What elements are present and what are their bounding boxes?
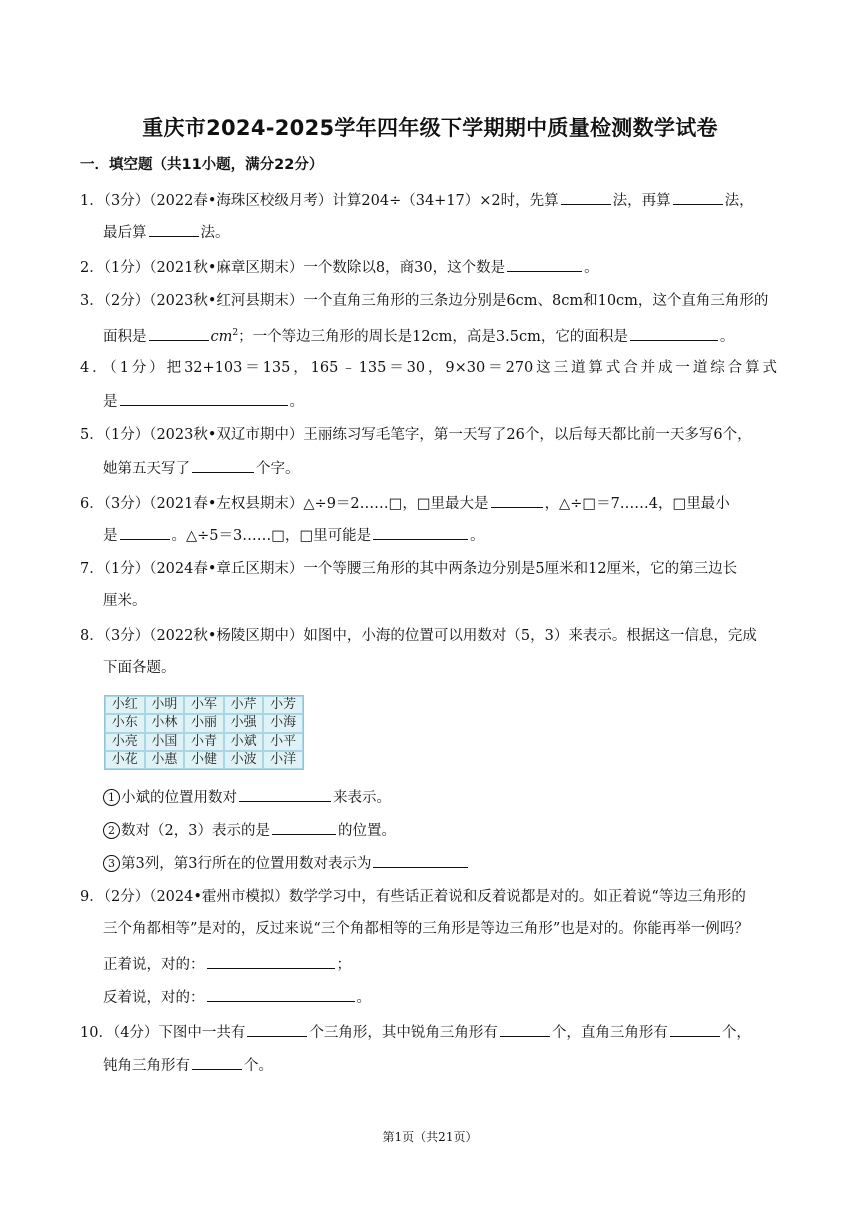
answer-blank[interactable] — [192, 457, 254, 473]
question-8-sub-2: 2 数对（2，3）表示的是 的位置。 — [103, 819, 803, 841]
grid-cell: 小平 — [263, 733, 303, 751]
question-10-line-1: 10．（4分）下图中一共有 个三角形，其中锐角三角形有 个，直角三角形有 个， — [80, 1021, 780, 1043]
question-8-line-2: 下面各题。 — [103, 660, 176, 676]
answer-blank[interactable] — [192, 1054, 242, 1070]
circled-number: 2 — [103, 822, 120, 839]
grid-cell: 小红 — [105, 696, 145, 714]
question-9-line-4: 反着说，对的： 。 — [103, 986, 803, 1008]
question-5-line-2: 她第五天写了 个字。 — [103, 457, 803, 479]
grid-cell: 小芹 — [224, 696, 264, 714]
grid-cell: 小丽 — [184, 714, 224, 732]
grid-cell: 小强 — [224, 714, 264, 732]
answer-blank[interactable] — [500, 1021, 550, 1037]
seating-grid — [104, 695, 304, 770]
answer-blank[interactable] — [149, 221, 199, 237]
grid-cell: 小东 — [105, 714, 145, 732]
question-6-line-2: 是 。△÷5＝3……□，□里可能是 。 — [103, 524, 803, 546]
page-footer: 第1页（共21页） — [382, 1130, 478, 1144]
grid-cell: 小明 — [145, 696, 185, 714]
question-3-line-2: 面积是 $cm^2$；一个等边三角形的周长是12cm，高是3.5cm，它的面积是 。 — [103, 323, 803, 347]
grid-cell: 小波 — [224, 751, 264, 769]
answer-blank[interactable] — [373, 852, 468, 868]
question-7-line-1: 7．（1分）（2024春•章丘区期末）一个等腰三角形的其中两条边分别是5厘米和12厘米，它的第三边长 — [80, 561, 738, 577]
section-heading: 一．填空题（共11小题，满分22分） — [80, 157, 324, 173]
grid-cell: 小芳 — [263, 696, 303, 714]
answer-blank[interactable] — [630, 325, 718, 341]
question-9-line-3: 正着说，对的： ； — [103, 953, 803, 975]
page-title: 重庆市2024-2025学年四年级下学期期中质量检测数学试卷 — [142, 116, 718, 140]
answer-blank[interactable] — [149, 325, 209, 341]
answer-blank[interactable] — [491, 492, 543, 508]
question-9-line-1: 9．（2分）（2024•霍州市模拟）数学学习中，有些话正着说和反着说都是对的。如正着说“等边三角形的 — [80, 889, 746, 905]
answer-blank[interactable] — [670, 1021, 720, 1037]
grid-cell: 小青 — [184, 733, 224, 751]
circled-number: 3 — [103, 855, 120, 872]
question-1-line-1: 1．（3分）（2022春•海珠区校级月考）计算204÷（34+17）×2时，先算 法，再算 法， — [80, 189, 780, 211]
question-7-line-2: 厘米。 — [103, 593, 147, 609]
answer-blank[interactable] — [507, 256, 582, 272]
question-2: 2．（1分）（2021秋•麻章区期末）一个数除以8，商30，这个数是 。 — [80, 256, 780, 278]
answer-blank[interactable] — [673, 189, 723, 205]
answer-blank[interactable] — [272, 819, 336, 835]
question-4-line-2: 是 。 — [103, 390, 803, 412]
grid-cell: 小花 — [105, 751, 145, 769]
grid-cell: 小海 — [263, 714, 303, 732]
answer-blank[interactable] — [120, 390, 288, 406]
question-8-line-1: 8．（3分）（2022秋•杨陵区期中）如图中，小海的位置可以用数对（5，3）来表示。根据这一信息，完成 — [80, 628, 757, 644]
circled-number: 1 — [103, 789, 120, 806]
question-8-sub-1: 1 小斌的位置用数对 来表示。 — [103, 786, 803, 808]
answer-blank[interactable] — [247, 1021, 307, 1037]
answer-blank[interactable] — [120, 524, 170, 540]
answer-blank[interactable] — [239, 786, 331, 802]
answer-blank[interactable] — [207, 986, 355, 1002]
question-1-line-2: 最后算 法。 — [103, 221, 803, 243]
question-10-line-2: 钝角三角形有 个。 — [103, 1054, 803, 1076]
answer-blank[interactable] — [207, 953, 335, 969]
question-8-sub-3: 3 第3列，第3行所在的位置用数对表示为 — [103, 852, 803, 874]
question-3-line-1: 3．（2分）（2023秋•红河县期末）一个直角三角形的三条边分别是6cm、8cm和10cm，这个直角三角形的 — [80, 293, 769, 309]
question-9-line-2: 三个角都相等”是对的，反过来说“三个角都相等的三角形是等边三角形”也是对的。你能再举一例吗？ — [103, 921, 749, 937]
grid-cell: 小国 — [145, 733, 185, 751]
question-6-line-1: 6．（3分）（2021春•左权县期末）△÷9＝2……□，□里最大是 ，△÷□＝7……4，□里最小 — [80, 492, 780, 514]
answer-blank[interactable] — [373, 524, 468, 540]
grid-cell: 小惠 — [145, 751, 185, 769]
grid-cell: 小林 — [145, 714, 185, 732]
grid-cell: 小健 — [184, 751, 224, 769]
answer-blank[interactable] — [561, 189, 611, 205]
grid-cell: 小洋 — [263, 751, 303, 769]
grid-cell: 小斌 — [224, 733, 264, 751]
grid-cell: 小亮 — [105, 733, 145, 751]
question-5-line-1: 5．（1分）（2023秋•双辽市期中）王丽练习写毛笔字，第一天写了26个，以后每天都比前一天多写6个， — [80, 427, 752, 443]
grid-cell: 小军 — [184, 696, 224, 714]
question-4-line-1: 4．（1分）把32+103＝135，165﹣135＝30，9×30＝270这三道算式合并成一道综合算式 — [80, 360, 777, 376]
